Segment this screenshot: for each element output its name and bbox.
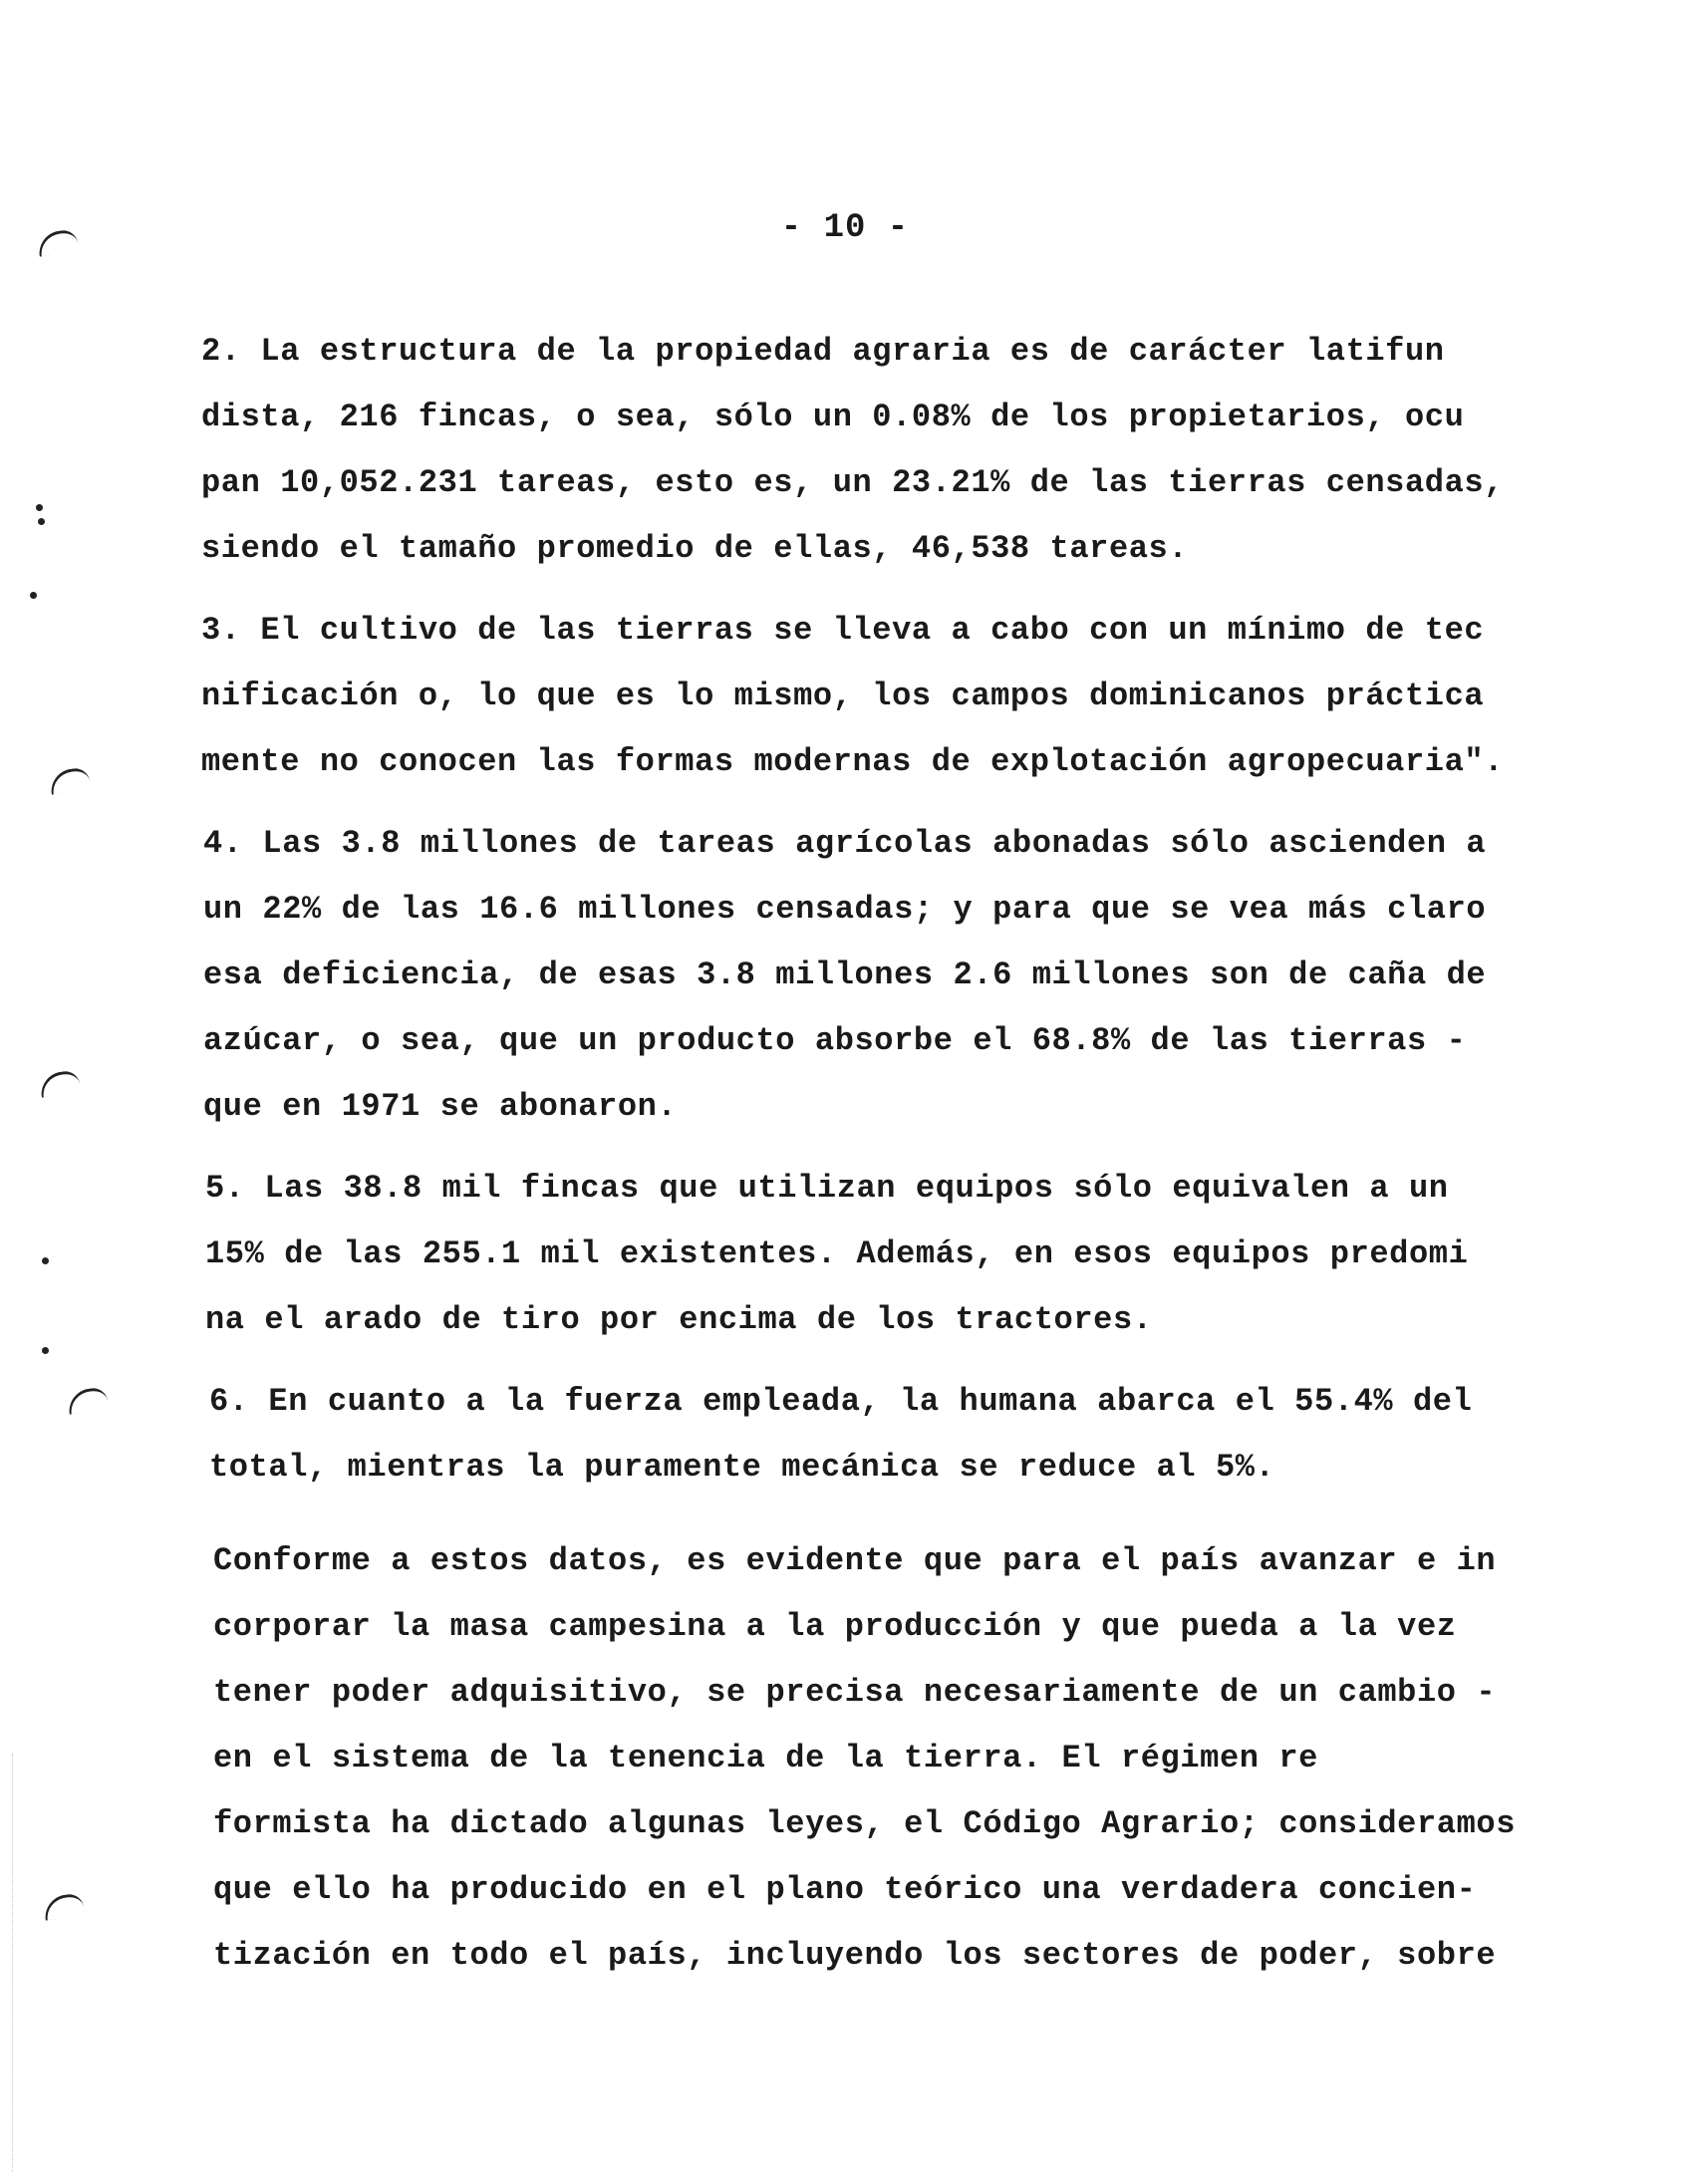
scan-speck xyxy=(30,592,37,599)
scan-speck xyxy=(42,1347,49,1354)
text-line: que ello ha producido en el plano teórico una verdadera concien- xyxy=(213,1871,1477,1908)
text-line: 15% de las 255.1 mil existentes. Además, en esos equipos predomi xyxy=(205,1235,1469,1272)
text-line: corporar la masa campesina a la producción y que pueda a la vez xyxy=(213,1608,1457,1645)
text-line: 4. Las 3.8 millones de tareas agrícolas abonadas sólo ascienden a xyxy=(203,825,1487,862)
scan-speck xyxy=(38,518,45,525)
binding-mark xyxy=(67,1386,110,1414)
scan-speck xyxy=(42,1257,49,1264)
text-line: esa deficiencia, de esas 3.8 millones 2.6 millones son de caña de xyxy=(203,956,1487,993)
text-line: mente no conocen las formas modernas de explotación agropecuaria". xyxy=(201,743,1505,780)
text-line: 3. El cultivo de las tierras se lleva a cabo con un mínimo de tec xyxy=(201,612,1485,649)
text-line: formista ha dictado algunas leyes, el Código Agrario; consideramos xyxy=(213,1805,1517,1842)
text-line: Conforme a estos datos, es evidente que para el país avanzar e in xyxy=(213,1542,1497,1579)
text-line: en el sistema de la tenencia de la tierra. El régimen re xyxy=(213,1740,1318,1776)
page-number: - 10 - xyxy=(780,209,910,247)
text-line: pan 10,052.231 tareas, esto es, un 23.21% de las tierras censadas, xyxy=(201,464,1505,501)
text-line: nificación o, lo que es lo mismo, los campos dominicanos práctica xyxy=(201,678,1485,714)
text-line: na el arado de tiro por encima de los tractores. xyxy=(205,1301,1153,1338)
scan-edge xyxy=(12,1754,15,2172)
text-line: azúcar, o sea, que un producto absorbe el 68.8% de las tierras - xyxy=(203,1022,1467,1059)
text-line: siendo el tamaño promedio de ellas, 46,538 tareas. xyxy=(201,530,1189,567)
binding-mark xyxy=(49,766,92,794)
scan-speck xyxy=(36,504,43,511)
text-line: 2. La estructura de la propiedad agraria es de carácter latifun xyxy=(201,333,1445,370)
text-line: tización en todo el país, incluyendo los sectores de poder, sobre xyxy=(213,1937,1497,1974)
binding-mark xyxy=(39,1069,82,1097)
text-line: total, mientras la puramente mecánica se reduce al 5%. xyxy=(209,1449,1275,1486)
text-line: que en 1971 se abonaron. xyxy=(203,1088,678,1125)
binding-mark xyxy=(43,1892,86,1920)
text-line: 5. Las 38.8 mil fincas que utilizan equipos sólo equivalen a un xyxy=(205,1170,1449,1207)
text-line: tener poder adquisitivo, se precisa necesariamente de un cambio - xyxy=(213,1674,1497,1711)
text-line: un 22% de las 16.6 millones censadas; y para que se vea más claro xyxy=(203,891,1487,928)
text-line: 6. En cuanto a la fuerza empleada, la humana abarca el 55.4% del xyxy=(209,1383,1473,1420)
text-line: dista, 216 fincas, o sea, sólo un 0.08% de los propietarios, ocu xyxy=(201,399,1465,435)
